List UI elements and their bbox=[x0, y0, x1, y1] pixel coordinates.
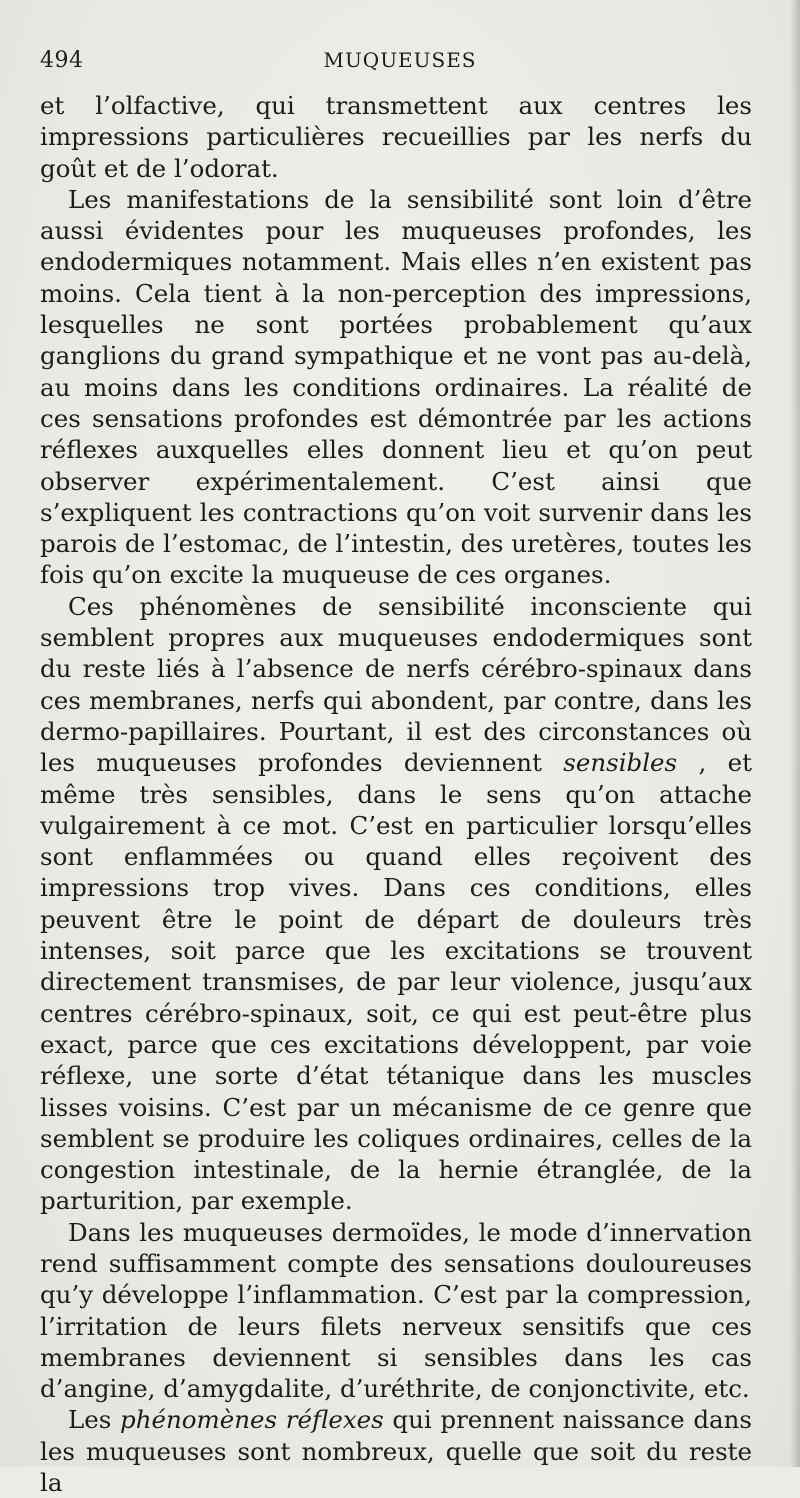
italic-term-phenomenes-reflexes: phénomènes réflexes bbox=[120, 1405, 384, 1435]
page-edge-shadow bbox=[790, 0, 800, 1467]
paragraph-text: Les manifestations de la sensibilité sont loin d’être aussi évidentes pour les muqueuses profondes, les endodermiques notamment. Mais elles n’en existent pas moins. Cela tient à la non-perception des impressions, lesquelles ne sont portées probablement qu’aux ganglions du grand sympathique et ne vont pas au-delà, au moins dans les conditions ordinaires. La réalité de ces sensations profondes est démontrée par les actions réflexes auxquelles elles donnent lieu et qu’on peut observer expérimentalement. C’est ainsi que s’expliquent les contractions qu’on voit survenir dans les parois de l’estomac, de l’intestin, des uretères, toutes les fois qu’on excite la muqueuse de ces organes. bbox=[40, 184, 752, 590]
running-head: MUQUEUSES bbox=[323, 48, 477, 72]
body-text bbox=[40, 90, 752, 1498]
paragraph-text-after: , et même très sensibles, dans le sens qu’on attache vulgairement à ce mot. C’est en particulier lorsqu’elles sont enflammées ou quand elles reçoivent des impressions trop vives. Dans ces conditions, elles peuvent être le point de départ de douleurs très intenses, soit parce que les excitations se trouvent directement transmises, de par leur violence, jusqu’aux centres cérébro-spinaux, soit, ce qui est peut-être plus exact, parce que ces excitations développent, par voie réflexe, une sorte d’état tétanique dans les muscles lisses voisins. C’est par un mécanisme de ce genre que semblent se produire les coliques ordinaires, celles de la congestion intestinale, de la hernie étranglée, de la parturition, par exemple. bbox=[40, 748, 752, 1216]
italic-term-sensibles: sensibles bbox=[563, 748, 678, 778]
page-header bbox=[40, 48, 760, 82]
paragraph-text-after: qui prennent naissance dans les muqueuses sont nombreux, quelle que soit du reste la bbox=[40, 1405, 752, 1498]
paragraph-sensibility-deep-mucosa bbox=[40, 184, 752, 591]
paragraph-text: et l’olfactive, qui transmettent aux centres les impressions particulières recueillies par les nerfs du goût et de l’odorat. bbox=[40, 91, 752, 183]
paragraph-text-before: Les bbox=[68, 1405, 121, 1435]
paragraph-reflex-phenomena bbox=[40, 1404, 752, 1498]
paragraph-continuation bbox=[40, 90, 752, 184]
paragraph-dermoid-mucosa bbox=[40, 1217, 752, 1405]
paragraph-unconscious-sensibility bbox=[40, 591, 752, 1217]
paragraph-text: Dans les muqueuses dermoïdes, le mode d’innervation rend suffisamment compte des sensations douloureuses qu’y développe l’inflammation. C’est par la compression, l’irritation de leurs filets nerveux sensitifs que ces membranes deviennent si sensibles dans les cas d’angine, d’amygdalite, d’uréthrite, de conjonctivite, etc. bbox=[40, 1217, 752, 1404]
paragraph-text-before: Ces phénomènes de sensibilité inconsciente qui semblent propres aux muqueuses endodermiques sont du reste liés à l’absence de nerfs cérébro-spinaux dans ces membranes, nerfs qui abondent, par contre, dans les dermo-papillaires. Pourtant, il est des circonstances où les muqueuses profondes deviennent bbox=[40, 591, 752, 778]
page-number: 494 bbox=[40, 48, 84, 73]
